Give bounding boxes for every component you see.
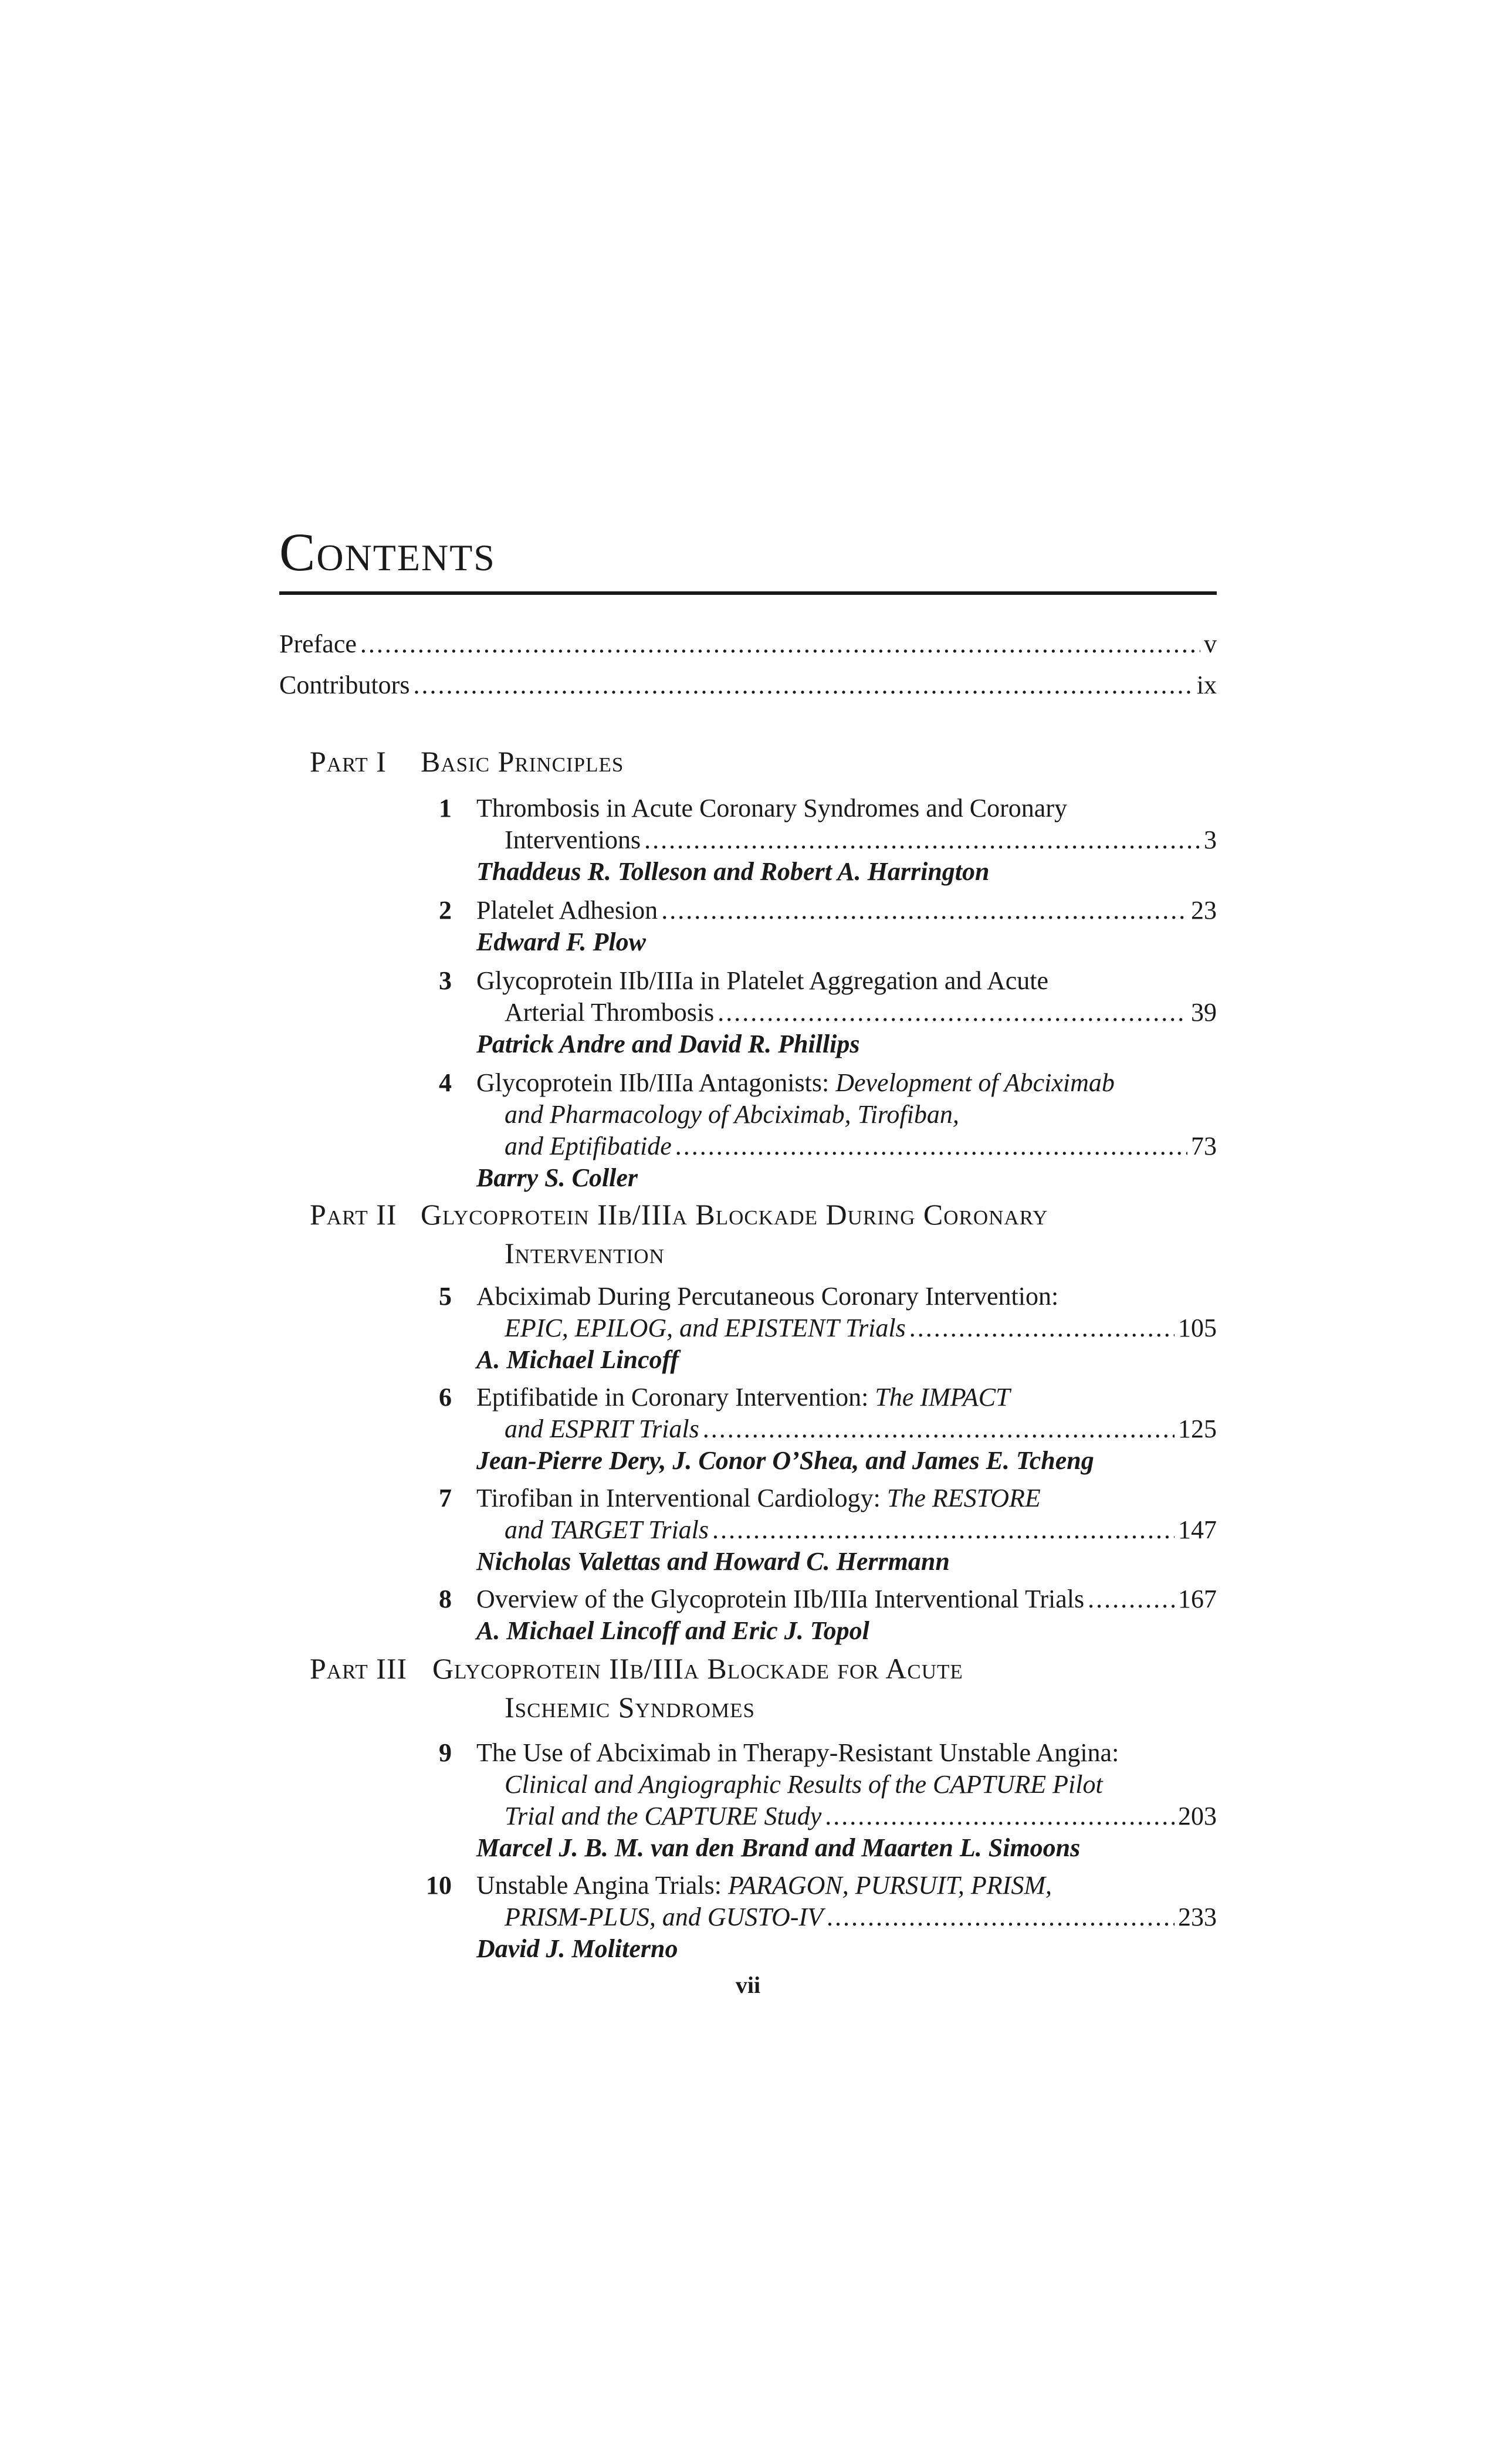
- chapter-author: A. Michael Lincoff: [476, 1345, 679, 1374]
- chapter-title[interactable]: Glycoprotein IIb/IIIa in Platelet Aggregation and Acute: [476, 966, 1049, 995]
- chapter-title[interactable]: Abciximab During Percutaneous Coronary Intervention:: [476, 1282, 1059, 1311]
- chapter-title[interactable]: The Use of Abciximab in Therapy-Resistant Unstable Angina:: [476, 1738, 1119, 1767]
- chapter-title[interactable]: Eptifibatide in Coronary Intervention: The IMPACT: [476, 1383, 1010, 1412]
- chapter-number: 9: [439, 1738, 452, 1767]
- chapter-title-continued[interactable]: PRISM-PLUS, and GUSTO-IV . . . 233: [505, 1902, 1217, 1932]
- chapter-title-continued[interactable]: Arterial Thrombosis . . . 39: [505, 997, 1217, 1028]
- chapter-number: 2: [439, 896, 452, 925]
- chapter-author: Jean-Pierre Dery, J. Conor O’Shea, and James E. Tcheng: [476, 1446, 1094, 1475]
- part-label: Part I: [310, 745, 387, 778]
- chapter-title-continued[interactable]: Trial and the CAPTURE Study . . . 203: [505, 1801, 1217, 1832]
- part-title-continued: Intervention: [505, 1237, 665, 1270]
- chapter-number: 8: [439, 1585, 452, 1613]
- chapter-number: 7: [439, 1484, 452, 1512]
- chapter-number: 10: [426, 1871, 452, 1900]
- chapter-number: 3: [439, 966, 452, 995]
- chapter-title-continued[interactable]: EPIC, EPILOG, and EPISTENT Trials . . . 105: [505, 1313, 1217, 1343]
- page-number: vii: [735, 1972, 761, 1998]
- chapter-title[interactable]: Platelet Adhesion . . . 23: [476, 895, 1217, 926]
- chapter-author: David J. Moliterno: [476, 1934, 678, 1963]
- chapter-author: Barry S. Coller: [476, 1163, 638, 1192]
- part-title: Basic Principles: [421, 745, 624, 778]
- chapter-author: Patrick Andre and David R. Phillips: [476, 1030, 860, 1058]
- chapter-title[interactable]: Tirofiban in Interventional Cardiology: The RESTORE: [476, 1484, 1041, 1512]
- chapter-number: 6: [439, 1383, 452, 1412]
- chapter-title[interactable]: Unstable Angina Trials: PARAGON, PURSUIT, PRISM,: [476, 1871, 1052, 1900]
- chapter-title-continued[interactable]: and Eptifibatide . . . 73: [505, 1131, 1217, 1162]
- page-title: Contents: [279, 522, 496, 582]
- chapter-title[interactable]: Glycoprotein IIb/IIIa Antagonists: Development of Abciximab: [476, 1068, 1115, 1097]
- part-title: Glycoprotein IIb/IIIa Blockade for Acute: [432, 1652, 963, 1685]
- chapter-title[interactable]: Thrombosis in Acute Coronary Syndromes and Coronary: [476, 794, 1067, 823]
- chapter-title-continued[interactable]: Clinical and Angiographic Results of the CAPTURE Pilot: [505, 1770, 1103, 1799]
- chapter-title[interactable]: Overview of the Glycoprotein IIb/IIIa Interventional Trials . . . 167: [476, 1584, 1217, 1615]
- chapter-title-continued[interactable]: and Pharmacology of Abciximab, Tirofiban,: [505, 1100, 959, 1129]
- toc-entry-contributors[interactable]: Contributors . . . ix: [279, 670, 1217, 700]
- chapter-author: Nicholas Valettas and Howard C. Herrmann: [476, 1547, 950, 1576]
- chapter-number: 4: [439, 1068, 452, 1097]
- chapter-title-continued[interactable]: and TARGET Trials . . . 147: [505, 1515, 1217, 1545]
- chapter-title-continued[interactable]: Interventions . . . 3: [505, 825, 1217, 855]
- chapter-title-continued[interactable]: and ESPRIT Trials . . . 125: [505, 1414, 1217, 1444]
- chapter-number: 5: [439, 1282, 452, 1311]
- part-title: Glycoprotein IIb/IIIa Blockade During Coronary: [421, 1198, 1048, 1231]
- part-title-continued: Ischemic Syndromes: [505, 1691, 755, 1724]
- part-label: Part III: [310, 1652, 408, 1685]
- chapter-author: Edward F. Plow: [476, 928, 646, 956]
- heading-rule: [279, 591, 1217, 595]
- toc-entry-preface[interactable]: Preface . . . v: [279, 629, 1217, 659]
- part-label: Part II: [310, 1198, 397, 1231]
- chapter-number: 1: [439, 794, 452, 823]
- chapter-author: A. Michael Lincoff and Eric J. Topol: [476, 1616, 869, 1645]
- chapter-author: Thaddeus R. Tolleson and Robert A. Harrington: [476, 857, 990, 886]
- chapter-author: Marcel J. B. M. van den Brand and Maarten L. Simoons: [476, 1833, 1081, 1862]
